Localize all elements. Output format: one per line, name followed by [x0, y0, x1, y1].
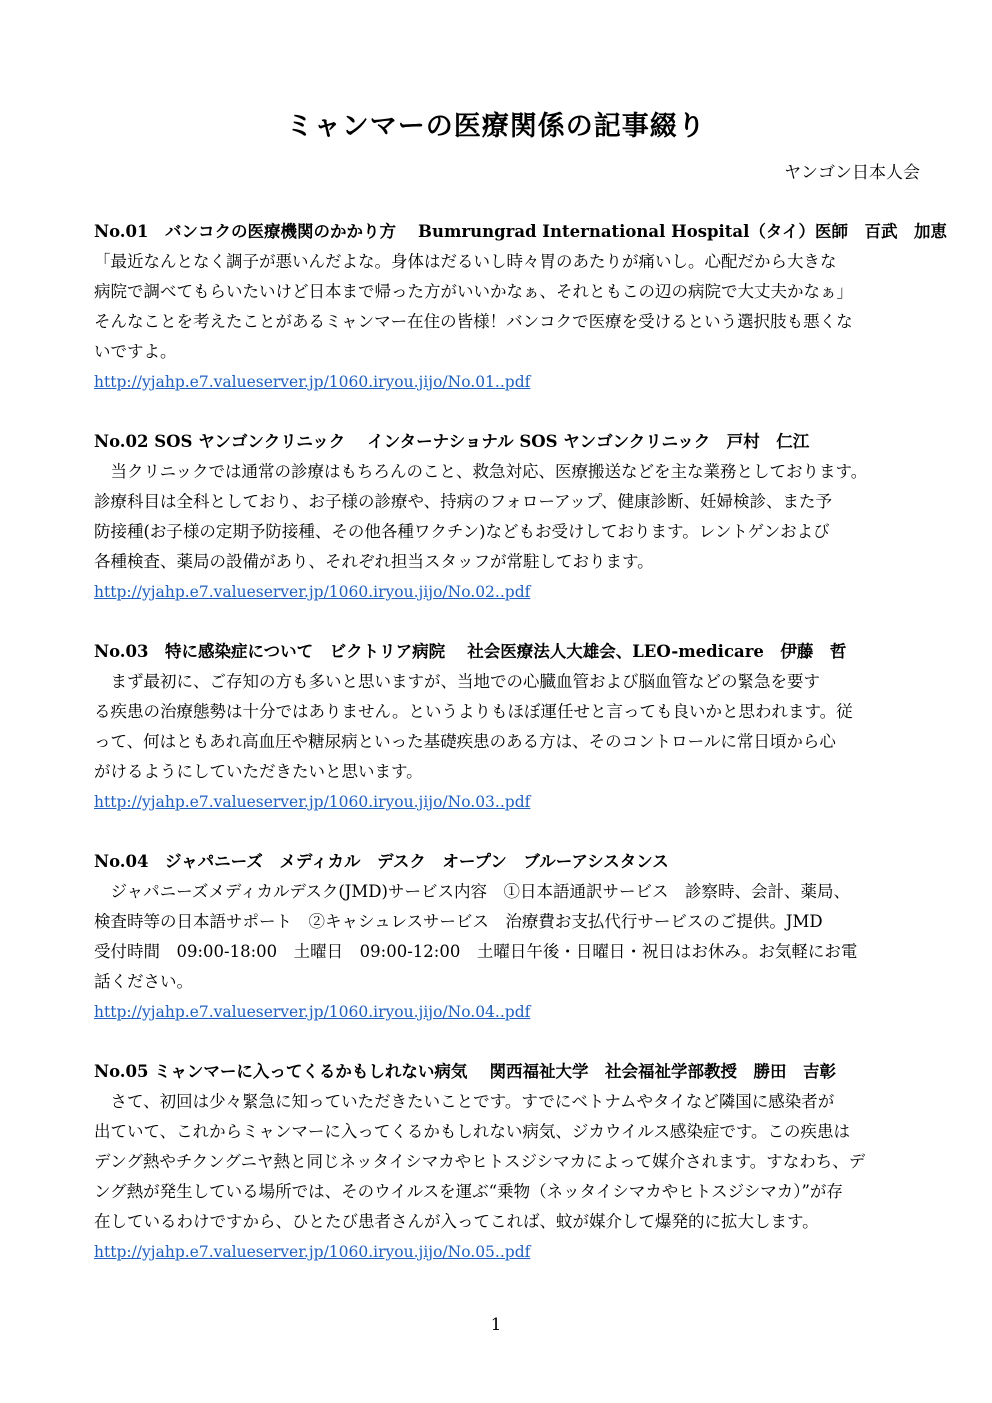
body-line: がけるようにしていただきたいと思います。: [94, 762, 423, 781]
body-line: 各種検査、薬局の設備があり、それぞれ担当スタッフが常駐しております。: [94, 552, 654, 571]
article-03: [94, 637, 924, 817]
body-line: 当クリニックでは通常の診療はもちろんのこと、救急対応、医療搬送などを主な業務としております。: [94, 462, 868, 481]
article-header: [94, 217, 948, 247]
article-body: [94, 1087, 924, 1237]
article-pdf-link[interactable]: http://yjahp.e7.valueserver.jp/1060.iryou.jijo/No.01..pdf: [94, 373, 531, 391]
body-line: さて、初回は少々緊急に知っていただきたいことです。すでにベトナムやタイなど隣国に感染者が: [94, 1092, 835, 1111]
body-line: まず最初に、ご存知の方も多いと思いますが、当地での心臓血管および脳血管などの緊急を要す: [94, 672, 820, 691]
page-number: 1: [490, 1315, 502, 1335]
article-heading: SOS ヤンゴンクリニック: [154, 432, 346, 451]
article-pdf-link[interactable]: http://yjahp.e7.valueserver.jp/1060.iryou.jijo/No.04..pdf: [94, 1003, 531, 1021]
organization-name: ヤンゴン日本人会: [784, 163, 920, 183]
article-01: [94, 217, 948, 397]
article-author: Bumrungrad International Hospital（タイ）医師 百武 加恵: [418, 222, 948, 241]
article-body: [94, 247, 924, 367]
body-line: ング熱が発生している場所では、そのウイルスを運ぶ“乗物（ネッタイシマカやヒトスジシマカ）”が存: [94, 1182, 843, 1201]
article-number: No.01: [94, 222, 149, 241]
article-author: 社会医療法人大雄会、LEO-medicare 伊藤 哲: [467, 642, 847, 661]
body-line: ジャパニーズメディカルデスク(JMD)サービス内容 ①日本語通訳サービス 診察時、会計、薬局、: [94, 882, 850, 901]
article-body: [94, 457, 924, 577]
body-line: いですよ。: [94, 342, 177, 361]
article-heading: 特に感染症について ビクトリア病院: [165, 642, 446, 661]
article-number: No.05: [94, 1062, 149, 1081]
article-05: [94, 1057, 924, 1267]
article-pdf-link[interactable]: http://yjahp.e7.valueserver.jp/1060.iryou.jijo/No.03..pdf: [94, 793, 531, 811]
article-author: インターナショナル SOS ヤンゴンクリニック 戸村 仁江: [367, 432, 810, 451]
article-number: No.04: [94, 852, 149, 871]
article-number: No.03: [94, 642, 149, 661]
body-line: そんなことを考えたことがあるミャンマー在住の皆様！バンコクで医療を受けるという選択肢も悪くな: [94, 312, 853, 331]
article-heading: バンコクの医療機関のかかり方: [165, 222, 397, 241]
article-04: [94, 847, 924, 1027]
article-body: [94, 667, 924, 787]
body-line: って、何はともあれ高血圧や糖尿病といった基礎疾患のある方は、そのコントロールに常日頃から心: [94, 732, 836, 751]
article-header: [94, 847, 924, 877]
article-header: [94, 427, 924, 457]
body-line: 受付時間 09:00-18:00 土曜日 09:00-12:00 土曜日午後・日曜日・祝日はお休み。お気軽にお電: [94, 942, 858, 961]
body-line: 在しているわけですから、ひとたび患者さんが入ってこれば、蚊が媒介して爆発的に拡大します。: [94, 1212, 819, 1231]
article-body: [94, 877, 924, 997]
body-line: 防接種(お子様の定期予防接種、その他各種ワクチン)などもお受けしております。レントゲンおよび: [94, 522, 830, 541]
body-line: 出ていて、これからミャンマーに入ってくるかもしれない病気、ジカウイルス感染症です。この疾患は: [94, 1122, 851, 1141]
body-line: る疾患の治療態勢は十分ではありません。というよりもほぼ運任せと言っても良いかと思われます。従: [94, 702, 853, 721]
body-line: デング熱やチクングニヤ熱と同じネッタイシマカやヒトスジシマカによって媒介されます。すなわち、デ: [94, 1152, 866, 1171]
body-line: 話ください。: [94, 972, 193, 991]
article-pdf-link[interactable]: http://yjahp.e7.valueserver.jp/1060.iryou.jijo/No.05..pdf: [94, 1243, 531, 1261]
article-heading: ミャンマーに入ってくるかもしれない病気: [154, 1062, 468, 1081]
body-line: 病院で調べてもらいたいけど日本まで帰った方がいいかなぁ、それともこの辺の病院で大丈夫かなぁ」: [94, 282, 853, 301]
article-02: [94, 427, 924, 607]
body-line: 「最近なんとなく調子が悪いんだよな。身体はだるいし時々胃のあたりが痛いし。心配だから大きな: [94, 252, 837, 271]
article-author: ブルーアシスタンス: [523, 852, 669, 871]
article-number: No.02: [94, 432, 149, 451]
body-line: 検査時等の日本語サポート ②キャシュレスサービス 治療費お支払代行サービスのご提供。JMD: [94, 912, 823, 931]
article-pdf-link[interactable]: http://yjahp.e7.valueserver.jp/1060.iryou.jijo/No.02..pdf: [94, 583, 531, 601]
body-line: 診療科目は全科としており、お子様の診療や、持病のフォローアップ、健康診断、妊婦検診、また予: [94, 492, 833, 511]
article-heading: ジャパニーズ メディカル デスク オープン: [165, 852, 507, 871]
article-author: 関西福祉大学 社会福祉学部教授 勝田 吉彰: [489, 1062, 836, 1081]
page-title: ミャンマーの医療関係の記事綴り: [286, 111, 706, 142]
article-header: [94, 637, 924, 667]
article-header: [94, 1057, 924, 1087]
